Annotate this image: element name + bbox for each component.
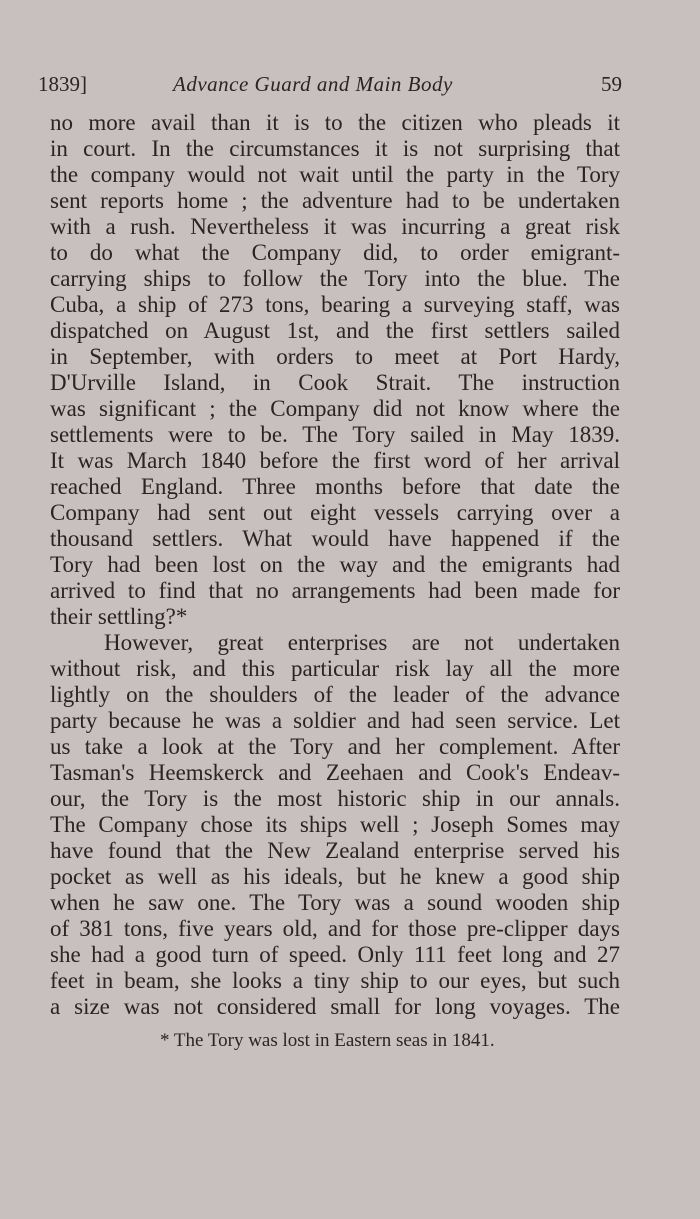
text-line: of 381 tons, five years old, and for those pre-clipper days (50, 916, 620, 941)
page-number: 59 (601, 72, 622, 96)
text-line: settlements were to be. The Tory sailed in May 1839. (50, 422, 620, 447)
header-title: Advance Guard and Main Body (173, 72, 453, 96)
text-line: sent reports home ; the adventure had to be undertaken (50, 188, 620, 213)
body-text (50, 110, 620, 1020)
text-line: no more avail than it is to the citizen who pleads it (50, 110, 620, 135)
footnote: * The Tory was lost in Eastern seas in 1841. (160, 1030, 495, 1051)
text-line: carrying ships to follow the Tory into the blue. The (50, 266, 620, 291)
text-line: their settling?* (50, 604, 188, 629)
text-line: Tory had been lost on the way and the emigrants had (50, 552, 620, 577)
text-line: dispatched on August 1st, and the first settlers sailed (50, 318, 620, 343)
text-line: was significant ; the Company did not know where the (50, 396, 620, 421)
text-line: It was March 1840 before the first word of her arrival (50, 448, 620, 473)
text-line: party because he was a soldier and had seen service. Let (50, 708, 620, 733)
text-line: Cuba, a ship of 273 tons, bearing a surveying staff, was (50, 292, 620, 317)
text-line: our, the Tory is the most historic ship in our annals. (50, 786, 620, 811)
text-line: arrived to find that no arrangements had been made for (50, 578, 620, 603)
text-line: us take a look at the Tory and her complement. After (50, 734, 620, 759)
header-year: 1839] (38, 72, 87, 96)
text-line: However, great enterprises are not undertaken (104, 630, 620, 655)
text-line: with a rush. Nevertheless it was incurring a great risk (50, 214, 620, 239)
text-line: Tasman's Heemskerck and Zeehaen and Cook's Endeav- (50, 760, 620, 785)
running-header (38, 72, 622, 102)
text-line: D'Urville Island, in Cook Strait. The instruction (50, 370, 620, 395)
text-line: thousand settlers. What would have happened if the (50, 526, 620, 551)
text-line: feet in beam, she looks a tiny ship to our eyes, but such (50, 968, 620, 993)
text-line: to do what the Company did, to order emigrant- (50, 240, 620, 265)
text-line: without risk, and this particular risk lay all the more (50, 656, 620, 681)
text-line: lightly on the shoulders of the leader of the advance (50, 682, 620, 707)
text-line: reached England. Three months before that date the (50, 474, 620, 499)
text-line: when he saw one. The Tory was a sound wooden ship (50, 890, 620, 915)
text-line: she had a good turn of speed. Only 111 feet long and 27 (50, 942, 620, 967)
text-line: the company would not wait until the party in the Tory (50, 162, 620, 187)
text-line: a size was not considered small for long voyages. The (50, 994, 620, 1019)
text-line: pocket as well as his ideals, but he knew a good ship (50, 864, 620, 889)
text-line: The Company chose its ships well ; Joseph Somes may (50, 812, 620, 837)
text-line: in September, with orders to meet at Port Hardy, (50, 344, 620, 369)
text-line: in court. In the circumstances it is not surprising that (50, 136, 620, 161)
text-line: have found that the New Zealand enterprise served his (50, 838, 620, 863)
text-line: Company had sent out eight vessels carrying over a (50, 500, 620, 525)
